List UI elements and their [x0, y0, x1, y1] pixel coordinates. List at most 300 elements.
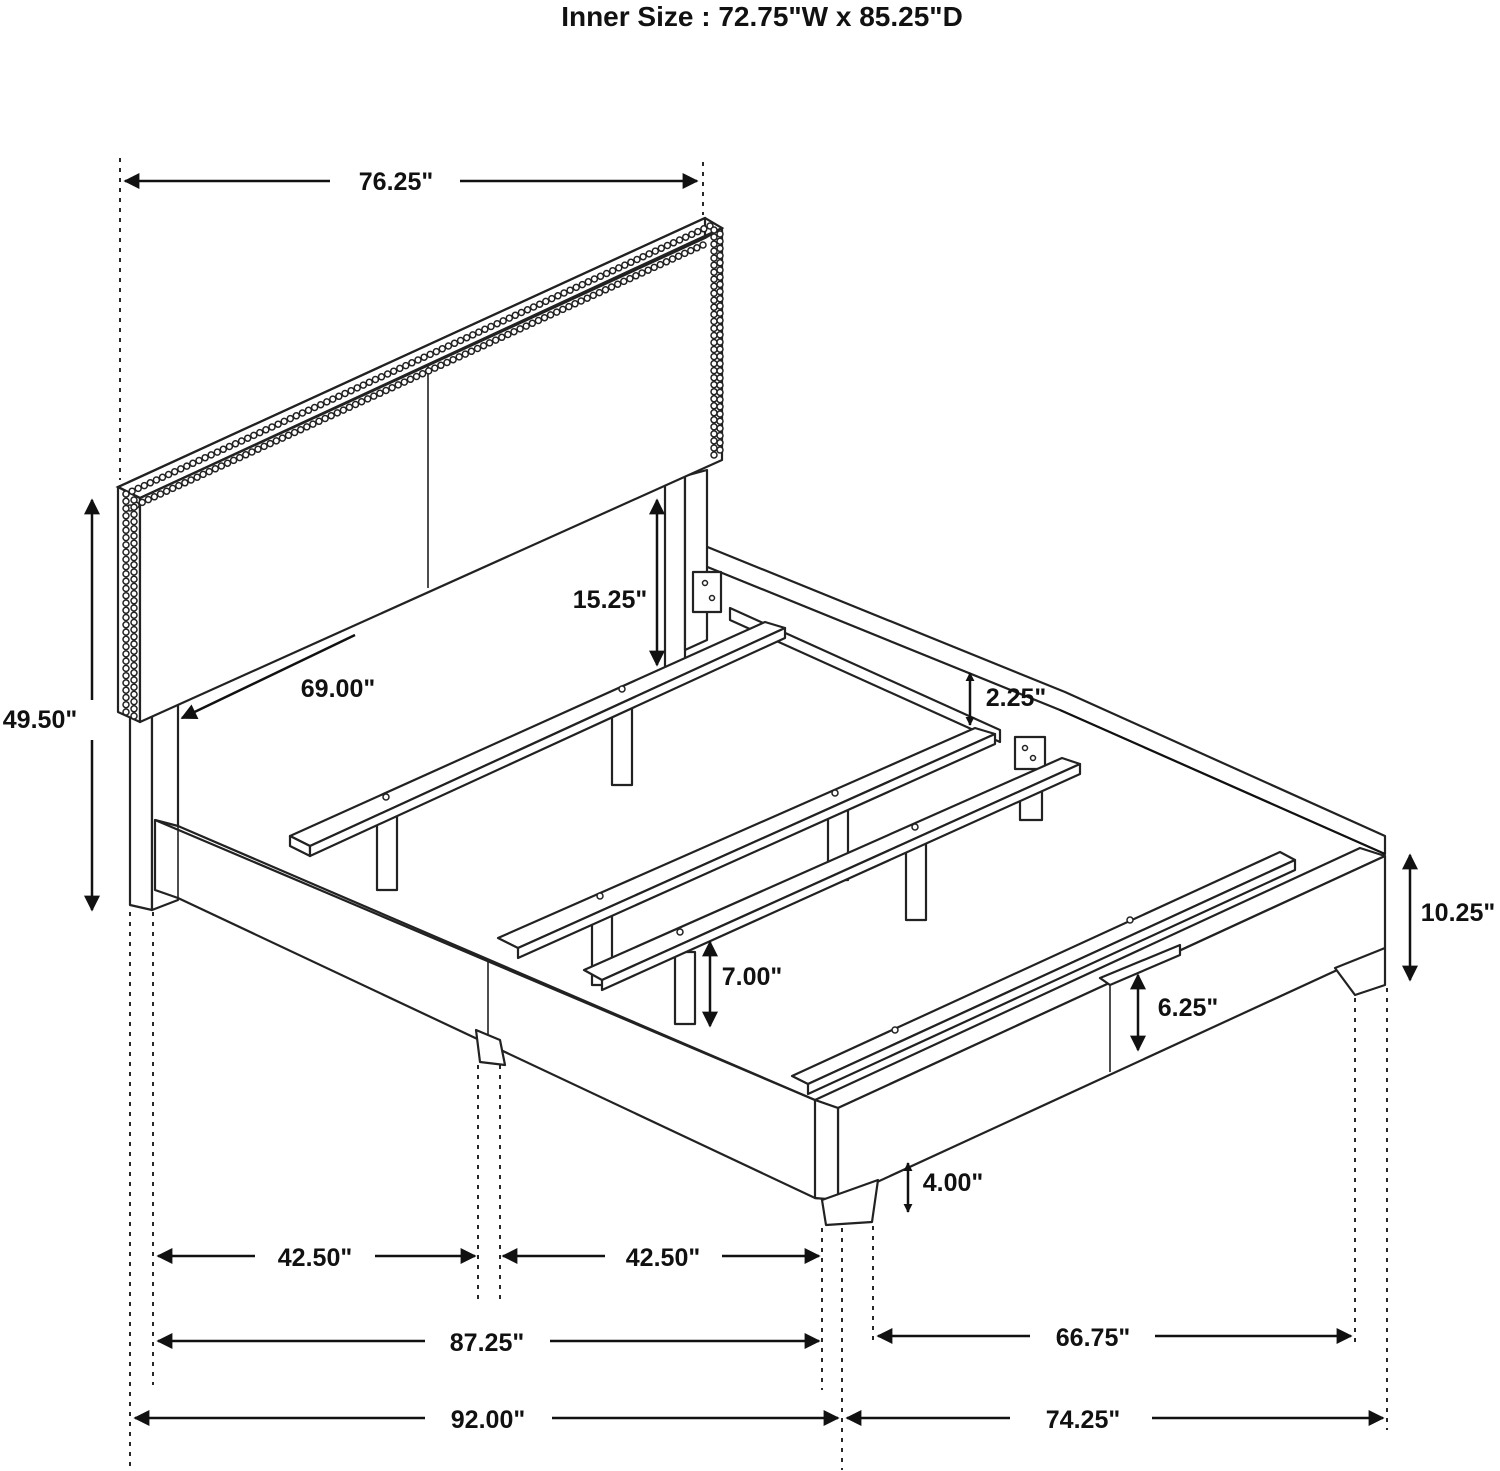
nailhead-stud — [377, 390, 383, 396]
nailhead-stud — [263, 427, 269, 433]
nailhead-stud — [251, 432, 257, 438]
nailhead-stud — [506, 315, 512, 321]
nailhead-stud — [711, 368, 717, 374]
nailhead-stud — [188, 477, 194, 483]
nailhead-stud — [340, 407, 346, 413]
nailhead-stud — [123, 491, 129, 497]
nailhead-stud — [131, 612, 137, 618]
nailhead-stud — [456, 354, 462, 360]
nailhead-stud — [445, 343, 451, 349]
nailhead-stud — [336, 393, 342, 399]
nailhead-stud — [657, 262, 663, 268]
nailhead-stud — [711, 417, 717, 423]
nailhead-stud — [304, 424, 310, 430]
nailhead-stud — [711, 403, 717, 409]
nailhead-stud — [131, 663, 137, 669]
nailhead-stud — [269, 424, 275, 430]
nailhead-stud — [164, 488, 170, 494]
nailhead-stud — [131, 677, 137, 683]
nailhead-stud — [255, 446, 261, 452]
nailhead-stud — [689, 231, 695, 237]
nailhead-stud — [579, 282, 585, 288]
headboard-inner-width-label: 69.00" — [300, 675, 376, 703]
nailhead-stud — [123, 629, 129, 635]
nailhead-stud — [131, 691, 137, 697]
nailhead-stud — [123, 556, 129, 562]
nailhead-stud — [500, 318, 506, 324]
nailhead-stud — [543, 298, 549, 304]
nailhead-stud — [549, 296, 555, 302]
nailhead-stud — [683, 234, 689, 240]
nailhead-stud — [231, 457, 237, 463]
nailhead-stud — [717, 245, 723, 251]
nailhead-stud — [717, 339, 723, 345]
nailhead-stud — [328, 413, 334, 419]
nailhead-stud — [517, 326, 523, 332]
nailhead-stud — [640, 254, 646, 260]
nailhead-stud — [717, 397, 723, 403]
nailhead-stud — [131, 555, 137, 561]
nailhead-stud — [123, 644, 129, 650]
nailhead-stud — [123, 527, 129, 533]
headboard-width-label: 76.25" — [358, 168, 434, 196]
nailhead-stud — [310, 421, 316, 427]
nailhead-stud — [554, 309, 560, 315]
nailhead-stud — [711, 389, 717, 395]
nailhead-stud — [131, 648, 137, 654]
nailhead-stud — [671, 240, 677, 246]
nailhead-stud — [160, 474, 166, 480]
nailhead-stud — [634, 257, 640, 263]
nailhead-stud — [717, 382, 723, 388]
footboard-height-label: 10.25" — [1420, 899, 1496, 927]
nailhead-stud — [711, 410, 717, 416]
nailhead-stud — [711, 361, 717, 367]
nailhead-stud — [567, 287, 573, 293]
nailhead-stud — [584, 295, 590, 301]
nailhead-stud — [645, 267, 651, 273]
headboard-clearance-label: 15.25" — [572, 586, 648, 614]
nailhead-stud — [131, 504, 137, 510]
nailhead-stud — [717, 267, 723, 273]
nailhead-stud — [131, 497, 137, 503]
nailhead-stud — [717, 260, 723, 266]
nailhead-stud — [621, 278, 627, 284]
nailhead-stud — [711, 445, 717, 451]
nailhead-stud — [711, 304, 717, 310]
nailhead-stud — [585, 279, 591, 285]
nailhead-stud — [353, 402, 359, 408]
nailhead-stud — [615, 281, 621, 287]
nailhead-stud — [220, 446, 226, 452]
nailhead-stud — [397, 365, 403, 371]
nailhead-stud — [123, 615, 129, 621]
headboard-panel — [118, 218, 723, 722]
nailhead-stud — [153, 477, 159, 483]
nailhead-stud — [493, 337, 499, 343]
nailhead-stud — [141, 483, 147, 489]
nailhead-stud — [415, 357, 421, 363]
nailhead-stud — [281, 418, 287, 424]
nailhead-stud — [529, 320, 535, 326]
nailhead-stud — [717, 310, 723, 316]
nailhead-stud — [312, 405, 318, 411]
nailhead-stud — [123, 709, 129, 715]
nailhead-stud — [359, 399, 365, 405]
left-side-rail — [155, 820, 838, 1200]
nailhead-stud — [225, 460, 231, 466]
nailhead-stud — [717, 411, 723, 417]
nailhead-stud — [711, 276, 717, 282]
nailhead-stud — [286, 432, 292, 438]
nailhead-stud — [190, 460, 196, 466]
nailhead-stud — [531, 304, 537, 310]
nailhead-stud — [131, 670, 137, 676]
nailhead-stud — [249, 449, 255, 455]
nailhead-stud — [123, 622, 129, 628]
nailhead-stud — [523, 323, 529, 329]
nailhead-stud — [172, 469, 178, 475]
nailhead-stud — [663, 259, 669, 265]
nailhead-stud — [711, 396, 717, 402]
nailhead-stud — [139, 499, 145, 505]
nailhead-stud — [275, 421, 281, 427]
nailhead-stud — [131, 684, 137, 690]
nailhead-stud — [123, 673, 129, 679]
nailhead-stud — [131, 591, 137, 597]
nailhead-stud — [518, 310, 524, 316]
nailhead-stud — [131, 706, 137, 712]
nailhead-stud — [717, 253, 723, 259]
nailhead-stud — [214, 449, 220, 455]
nailhead-stud — [170, 485, 176, 491]
nailhead-stud — [131, 583, 137, 589]
leg-height-label: 4.00" — [922, 1169, 984, 1197]
nailhead-stud — [627, 276, 633, 282]
nailhead-stud — [555, 293, 561, 299]
nailhead-stud — [182, 480, 188, 486]
nailhead-stud — [525, 307, 531, 313]
nailhead-stud — [482, 326, 488, 332]
nailhead-stud — [468, 348, 474, 354]
nailhead-stud — [717, 296, 723, 302]
nailhead-stud — [212, 466, 218, 472]
nailhead-stud — [208, 452, 214, 458]
nailhead-stud — [560, 306, 566, 312]
nailhead-stud — [711, 431, 717, 437]
nailhead-stud — [342, 391, 348, 397]
nailhead-stud — [711, 375, 717, 381]
side-half-2-label: 42.50" — [625, 1244, 701, 1272]
nailhead-stud — [432, 365, 438, 371]
nailhead-stud — [512, 312, 518, 318]
nailhead-stud — [123, 571, 129, 577]
nailhead-stud — [711, 340, 717, 346]
nailhead-stud — [123, 600, 129, 606]
nailhead-stud — [306, 407, 312, 413]
nailhead-stud — [494, 321, 500, 327]
nailhead-stud — [717, 281, 723, 287]
nailhead-stud — [414, 374, 420, 380]
nailhead-stud — [184, 463, 190, 469]
nailhead-stud — [123, 549, 129, 555]
nailhead-stud — [717, 440, 723, 446]
nailhead-stud — [131, 511, 137, 517]
nailhead-stud — [407, 376, 413, 382]
nailhead-stud — [131, 526, 137, 532]
nailhead-stud — [711, 382, 717, 388]
nailhead-stud — [409, 360, 415, 366]
nailhead-stud — [458, 338, 464, 344]
nailhead-stud — [717, 433, 723, 439]
nailhead-stud — [537, 301, 543, 307]
nailhead-stud — [603, 287, 609, 293]
inner-length-label: 87.25" — [449, 1329, 525, 1357]
nailhead-stud — [717, 425, 723, 431]
nailhead-stud — [450, 357, 456, 363]
nailhead-stud — [717, 404, 723, 410]
nailhead-stud — [511, 329, 517, 335]
nailhead-stud — [717, 418, 723, 424]
nailhead-stud — [711, 241, 717, 247]
nailhead-stud — [475, 346, 481, 352]
nailhead-stud — [609, 284, 615, 290]
nailhead-stud — [651, 264, 657, 270]
nailhead-stud — [131, 533, 137, 539]
nailhead-stud — [566, 304, 572, 310]
nailhead-stud — [366, 379, 372, 385]
nailhead-stud — [226, 444, 232, 450]
nailhead-stud — [421, 354, 427, 360]
nailhead-stud — [389, 385, 395, 391]
nailhead-stud — [591, 276, 597, 282]
nailhead-stud — [385, 371, 391, 377]
nailhead-stud — [123, 586, 129, 592]
nailhead-stud — [131, 562, 137, 568]
extension-lines — [120, 158, 1387, 1470]
nailhead-stud — [372, 377, 378, 383]
side-half-1-label: 42.50" — [277, 1244, 353, 1272]
rail-height-label: 6.25" — [1157, 994, 1219, 1022]
nailhead-stud — [279, 435, 285, 441]
nailhead-stud — [426, 368, 432, 374]
nailhead-stud — [711, 227, 717, 233]
nailhead-stud — [123, 665, 129, 671]
nailhead-stud — [131, 576, 137, 582]
nailhead-stud — [438, 362, 444, 368]
nailhead-stud — [131, 540, 137, 546]
nailhead-stud — [717, 447, 723, 453]
nailhead-stud — [535, 318, 541, 324]
nailhead-stud — [633, 273, 639, 279]
nailhead-stud — [444, 360, 450, 366]
nailhead-stud — [292, 430, 298, 436]
nailhead-stud — [131, 619, 137, 625]
nailhead-stud — [273, 438, 279, 444]
nailhead-stud — [403, 363, 409, 369]
nailhead-stud — [245, 435, 251, 441]
nailhead-stud — [360, 382, 366, 388]
nailhead-stud — [318, 402, 324, 408]
nailhead-stud — [131, 641, 137, 647]
nailhead-stud — [717, 289, 723, 295]
nailhead-stud — [123, 695, 129, 701]
nailhead-stud — [123, 498, 129, 504]
nailhead-stud — [717, 353, 723, 359]
nailhead-stud — [646, 251, 652, 257]
nailhead-stud — [711, 234, 717, 240]
nailhead-stud — [664, 243, 670, 249]
nailhead-stud — [243, 452, 249, 458]
nailhead-stud — [131, 634, 137, 640]
nailhead-stud — [682, 250, 688, 256]
nailhead-stud — [322, 416, 328, 422]
rail-drop-label: 2.25" — [985, 684, 1047, 712]
nailhead-stud — [267, 441, 273, 447]
nailhead-stud — [365, 396, 371, 402]
nailhead-stud — [717, 389, 723, 395]
nailhead-stud — [123, 506, 129, 512]
nailhead-stud — [293, 413, 299, 419]
nailhead-stud — [711, 255, 717, 261]
nailhead-stud — [383, 388, 389, 394]
nailhead-stud — [239, 438, 245, 444]
nailhead-stud — [298, 427, 304, 433]
nailhead-stud — [717, 375, 723, 381]
nailhead-stud — [717, 231, 723, 237]
nailhead-stud — [470, 332, 476, 338]
nailhead-stud — [151, 494, 157, 500]
nailhead-stud — [196, 458, 202, 464]
nailhead-stud — [505, 332, 511, 338]
nailhead-stud — [131, 627, 137, 633]
nailhead-stud — [487, 340, 493, 346]
nailhead-stud — [695, 229, 701, 235]
bed-frame-drawing — [118, 218, 1385, 1225]
inner-size-title: Inner Size : 72.75"W x 85.25"D — [561, 1, 963, 32]
nailhead-stud — [123, 651, 129, 657]
nailhead-stud — [711, 283, 717, 289]
nailhead-stud — [481, 343, 487, 349]
nailhead-stud — [123, 593, 129, 599]
nailhead-stud — [158, 491, 164, 497]
nailhead-stud — [688, 248, 694, 254]
nailhead-stud — [711, 452, 717, 458]
nailhead-stud — [433, 349, 439, 355]
nailhead-stud — [717, 303, 723, 309]
nailhead-stud — [261, 443, 267, 449]
nailhead-stud — [717, 368, 723, 374]
nailhead-stud — [147, 480, 153, 486]
nailhead-stud — [257, 430, 263, 436]
nailhead-stud — [324, 399, 330, 405]
nailhead-stud — [542, 315, 548, 321]
nailhead-stud — [176, 483, 182, 489]
nailhead-stud — [200, 471, 206, 477]
footboard — [815, 848, 1385, 1200]
nailhead-stud — [711, 297, 717, 303]
nailhead-stud — [427, 351, 433, 357]
nailhead-stud — [123, 578, 129, 584]
nailhead-stud — [346, 404, 352, 410]
nailhead-stud — [711, 269, 717, 275]
nailhead-stud — [548, 312, 554, 318]
nailhead-stud — [622, 262, 628, 268]
nailhead-stud — [717, 238, 723, 244]
nailhead-stud — [354, 385, 360, 391]
overall-height-label: 49.50" — [2, 706, 78, 734]
nailhead-stud — [330, 396, 336, 402]
nailhead-stud — [677, 237, 683, 243]
nailhead-stud — [395, 382, 401, 388]
nailhead-stud — [610, 268, 616, 274]
nailhead-stud — [129, 488, 135, 494]
nailhead-stud — [237, 455, 243, 461]
nailhead-stud — [717, 346, 723, 352]
nailhead-stud — [131, 605, 137, 611]
nailhead-stud — [711, 424, 717, 430]
nailhead-stud — [287, 416, 293, 422]
nailhead-stud — [711, 311, 717, 317]
nailhead-stud — [401, 379, 407, 385]
nailhead-stud — [316, 418, 322, 424]
nailhead-stud — [166, 472, 172, 478]
nailhead-stud — [604, 271, 610, 277]
nailhead-stud — [299, 410, 305, 416]
nailhead-stud — [717, 325, 723, 331]
nailhead-stud — [123, 607, 129, 613]
nailhead-stud — [711, 318, 717, 324]
nailhead-stud — [391, 368, 397, 374]
nailhead-stud — [420, 371, 426, 377]
inner-width-label: 66.75" — [1055, 1324, 1131, 1352]
nailhead-stud — [476, 329, 482, 335]
nailhead-stud — [711, 354, 717, 360]
nailhead-stud — [711, 347, 717, 353]
overall-length-label: 92.00" — [450, 1406, 526, 1434]
nailhead-stud — [711, 262, 717, 268]
nailhead-stud — [717, 361, 723, 367]
nailhead-stud — [652, 248, 658, 254]
nailhead-stud — [131, 547, 137, 553]
nailhead-stud — [499, 334, 505, 340]
nailhead-stud — [123, 520, 129, 526]
nailhead-stud — [123, 535, 129, 541]
nailhead-stud — [596, 290, 602, 296]
nailhead-stud — [452, 340, 458, 346]
nailhead-stud — [379, 374, 385, 380]
nailhead-stud — [658, 245, 664, 251]
nailhead-stud — [123, 687, 129, 693]
nailhead-stud — [628, 259, 634, 265]
nailhead-stud — [371, 393, 377, 399]
nailhead-stud — [573, 284, 579, 290]
nailhead-stud — [598, 273, 604, 279]
nailhead-stud — [202, 455, 208, 461]
nailhead-stud — [218, 463, 224, 469]
nailhead-stud — [123, 513, 129, 519]
nailhead-stud — [639, 270, 645, 276]
nailhead-stud — [123, 702, 129, 708]
nailhead-stud — [711, 438, 717, 444]
nailhead-stud — [590, 292, 596, 298]
nailhead-stud — [578, 298, 584, 304]
nailhead-stud — [711, 333, 717, 339]
nailhead-stud — [670, 256, 676, 262]
nailhead-stud — [717, 332, 723, 338]
nailhead-stud — [711, 248, 717, 254]
nailhead-stud — [178, 466, 184, 472]
